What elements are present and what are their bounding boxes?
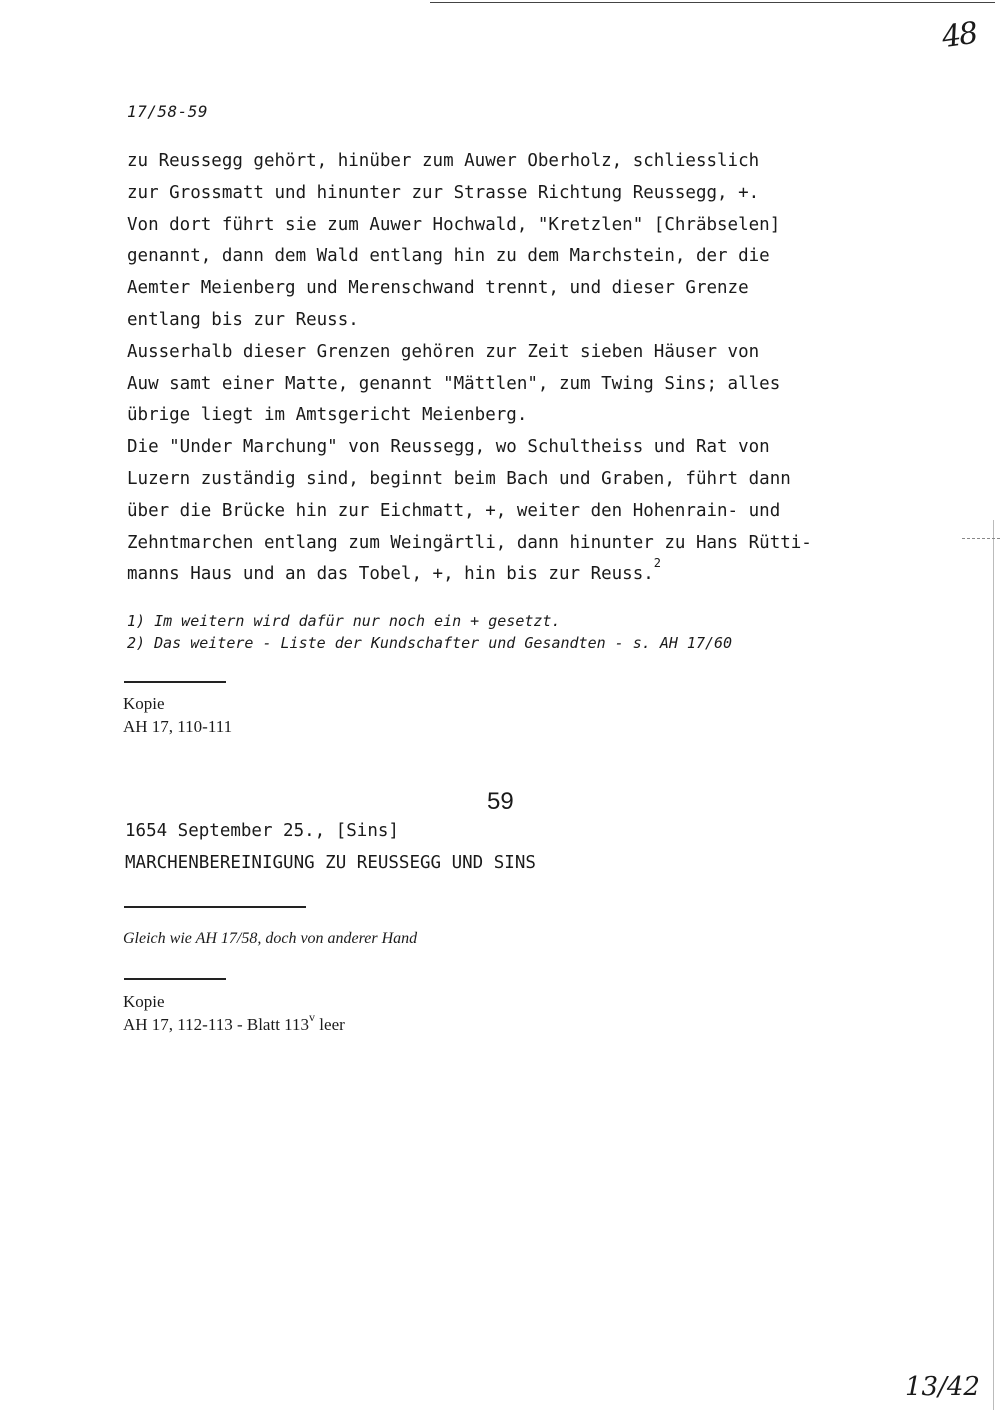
- document-note: Gleich wie AH 17/58, doch von anderer Hand: [123, 930, 418, 947]
- document-date: 1654 September 25., [Sins]: [125, 821, 399, 841]
- body-line: Zehntmarchen entlang zum Weingärtli, dann hinunter zu Hans Rütti-: [127, 532, 812, 553]
- handwritten-folio-mark: 13/42: [905, 1372, 980, 1402]
- body-line: über die Brücke hin zur Eichmatt, +, weiter den Hohenrain- und: [127, 500, 781, 521]
- copy-source-2: [123, 990, 345, 1038]
- copy-reference-line: [123, 1010, 345, 1038]
- margin-mark: [962, 538, 1000, 540]
- divider-rule: [124, 906, 306, 908]
- verso-mark: v: [309, 1010, 316, 1024]
- body-line: Luzern zuständig sind, beginnt beim Bach und Graben, führt dann: [127, 468, 791, 489]
- copy-reference: AH 17, 110-111: [123, 717, 233, 736]
- footnote-2: 2) Das weitere - Liste der Kundschafter und Gesandten - s. AH 17/60: [127, 634, 733, 652]
- reference-header: 17/58-59: [127, 102, 209, 121]
- top-edge-rule: [430, 2, 995, 3]
- handwritten-page-number: 48: [939, 15, 979, 56]
- body-line: zu Reussegg gehört, hinüber zum Auwer Oberholz, schliesslich: [127, 151, 760, 171]
- body-line: Von dort führt sie zum Auwer Hochwald, "Kretzlen" [Chräbselen]: [127, 214, 781, 235]
- body-line-last: [127, 556, 907, 591]
- body-line: Ausserhalb dieser Grenzen gehören zur Zeit sieben Häuser von: [127, 341, 760, 362]
- copy-reference-tail: leer: [315, 1015, 345, 1034]
- document-number: 59: [487, 788, 514, 815]
- body-line: übrige liegt im Amtsgericht Meienberg.: [127, 405, 528, 426]
- body-line: zur Grossmatt und hinunter zur Strasse Richtung Reussegg, +.: [127, 182, 760, 203]
- body-line: entlang bis zur Reuss.: [127, 309, 359, 330]
- copy-reference: AH 17, 112-113 - Blatt 113: [123, 1015, 310, 1034]
- copy-label: Kopie: [123, 694, 165, 713]
- body-line: genannt, dann dem Wald entlang hin zu dem Marchstein, der die: [127, 246, 770, 267]
- divider-rule: [124, 681, 226, 683]
- document-title: MARCHENBEREINIGUNG ZU REUSSEGG UND SINS: [125, 853, 536, 873]
- body-line-text: manns Haus und an das Tobel, +, hin bis zur Reuss.: [127, 564, 654, 585]
- body-text: [127, 146, 907, 591]
- footnote-1: 1) Im weitern wird dafür nur noch ein + gesetzt.: [127, 612, 561, 630]
- right-edge-line: [993, 520, 994, 1410]
- divider-rule: [124, 978, 226, 980]
- body-line: Auw samt einer Matte, genannt "Mättlen", zum Twing Sins; alles: [127, 373, 781, 394]
- footnotes: [127, 610, 732, 654]
- footnote-ref-2: 2: [653, 556, 662, 571]
- copy-source-1: [123, 692, 232, 738]
- copy-label: Kopie: [123, 992, 165, 1011]
- body-line: Die "Under Marchung" von Reussegg, wo Schultheiss und Rat von: [127, 437, 770, 458]
- body-line: Aemter Meienberg und Merenschwand trennt, und dieser Grenze: [127, 278, 749, 299]
